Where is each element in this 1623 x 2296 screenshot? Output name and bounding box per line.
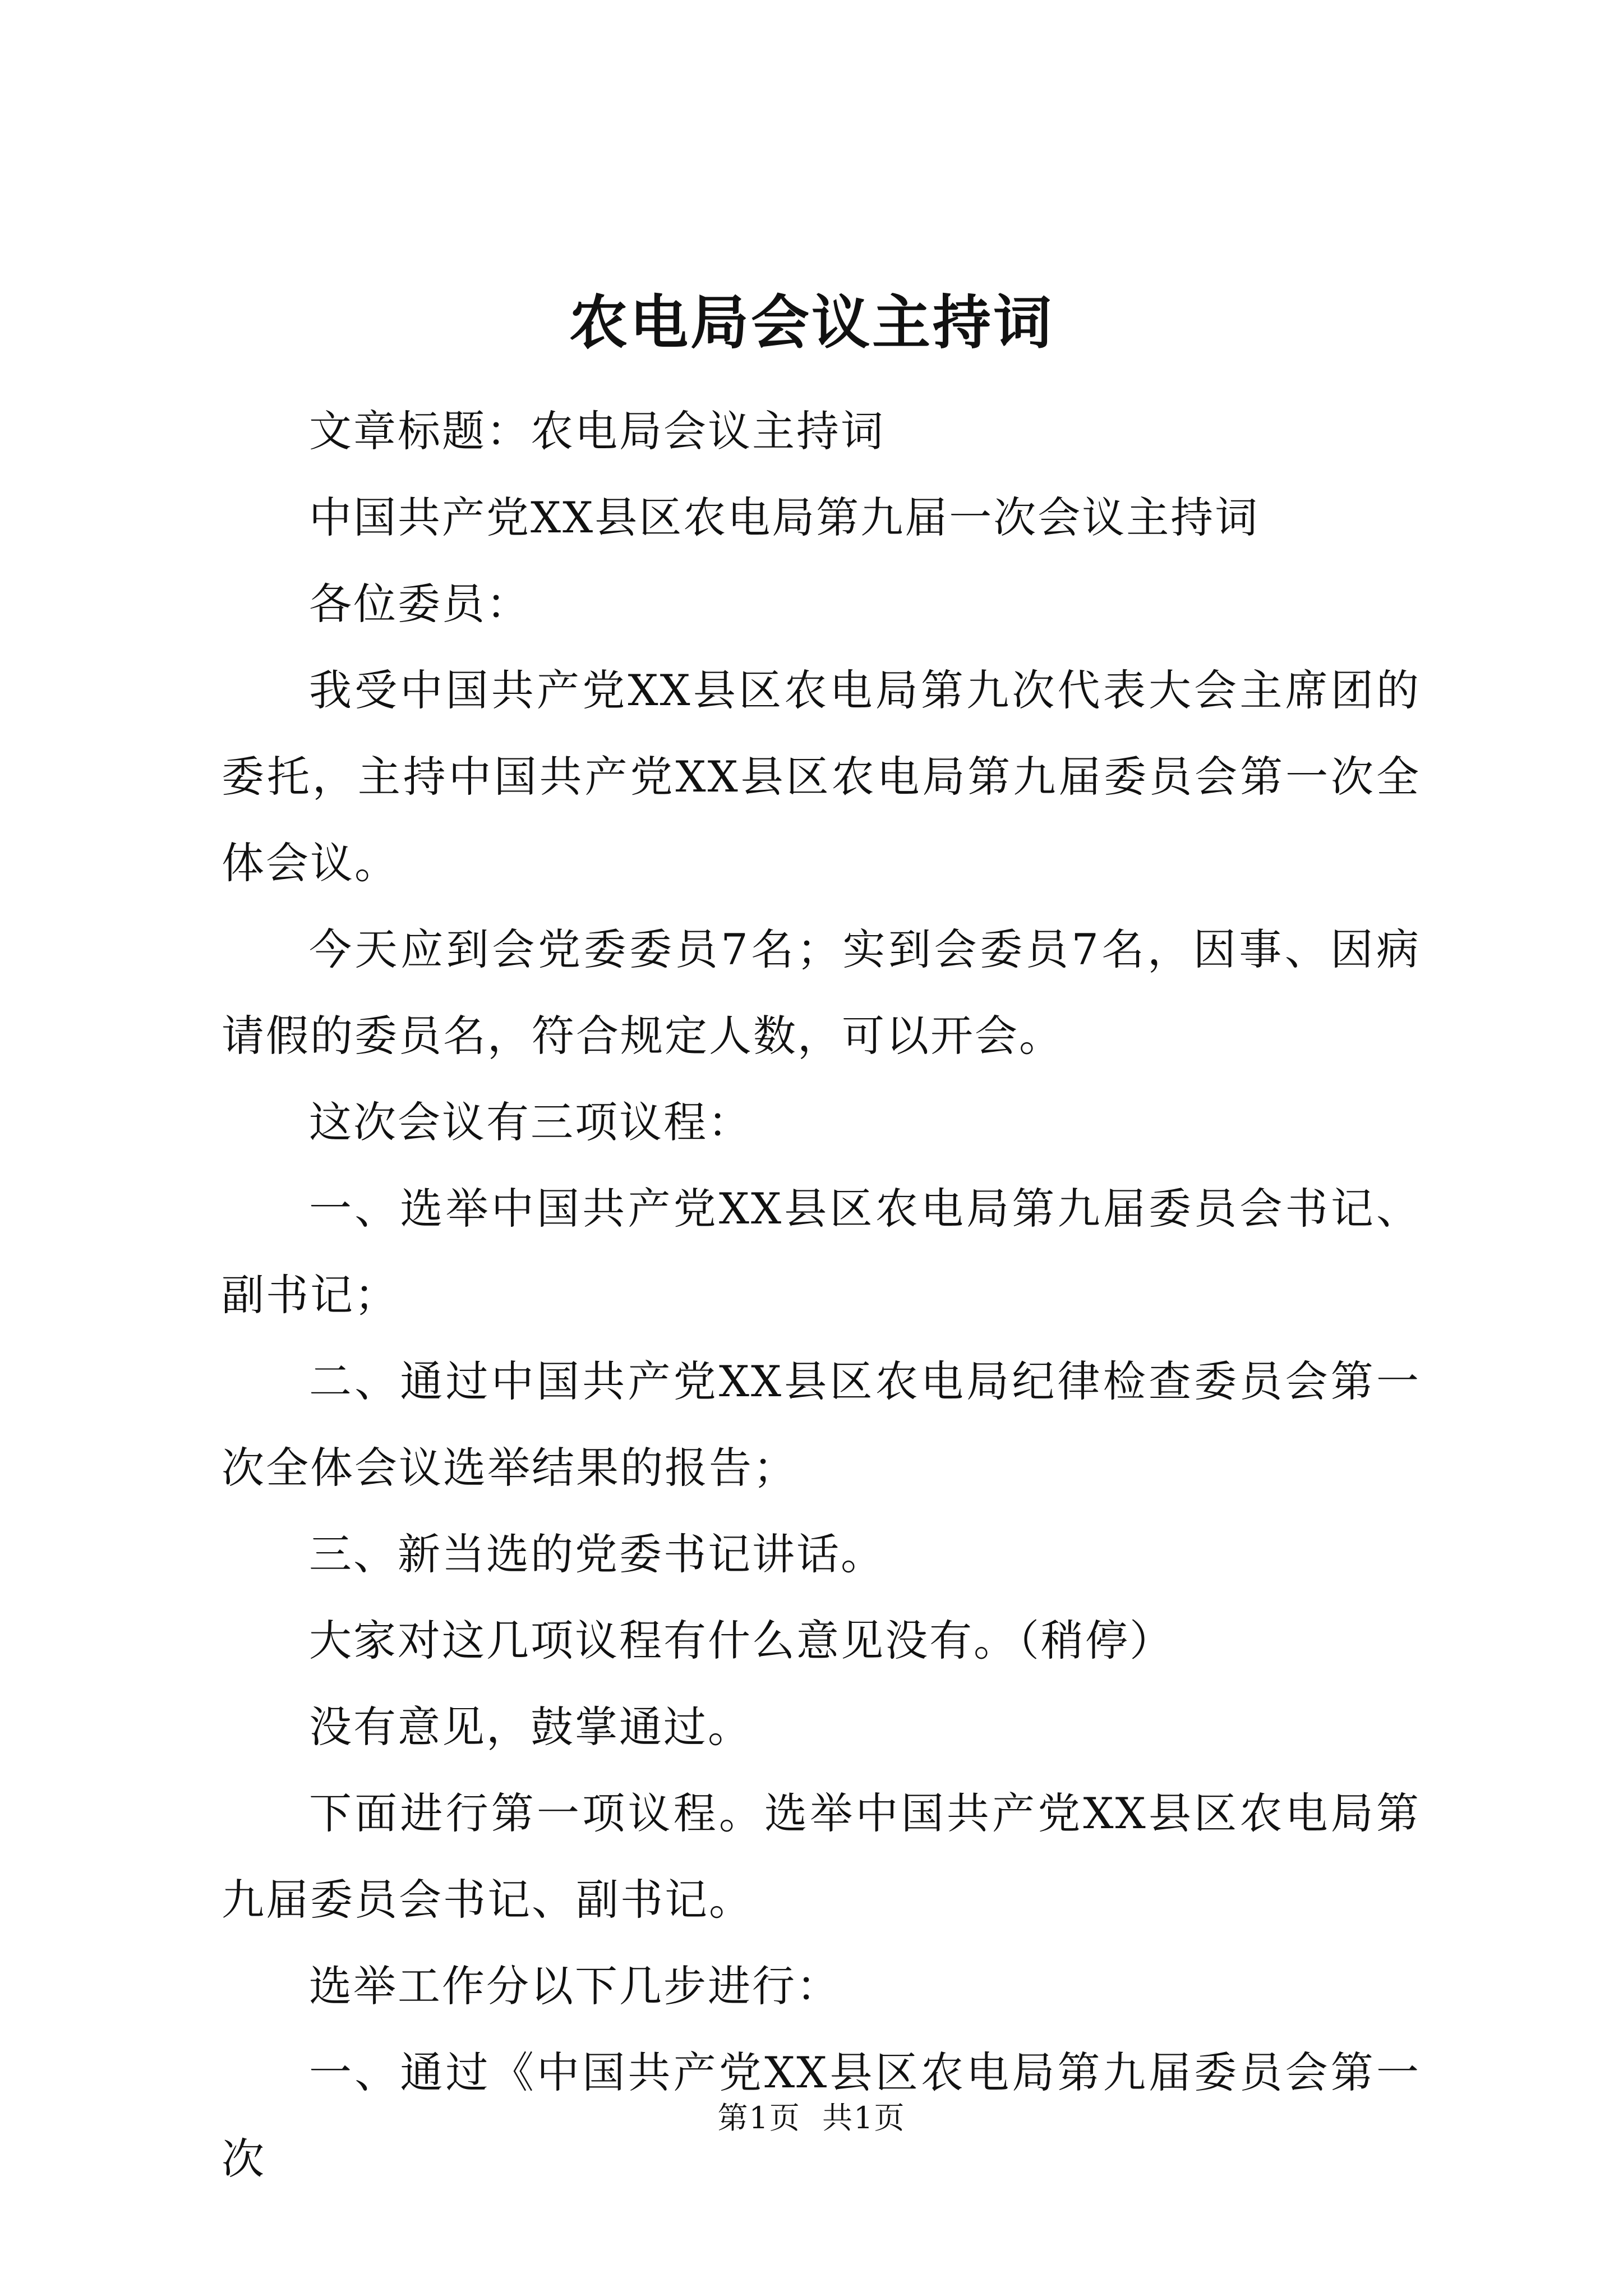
paragraph-meeting-name: 中国共产党XX县区农电局第九届一次会议主持词	[309, 493, 1260, 542]
document-title: 农电局会议主持词	[569, 288, 1054, 357]
paragraph-agenda-item-3: 三、新当选的党委书记讲话。	[309, 1529, 885, 1579]
paragraph-election-steps: 选举工作分以下几步进行：	[309, 1961, 841, 2011]
paragraph-entrusted: 我受中国共产党XX县区农电局第九次代表大会主席团的委托，主持中国共产党XX县区农电局第九届委员会第一次全体会议。	[222, 665, 1421, 888]
paragraph-salutation: 各位委员：	[309, 579, 531, 629]
paragraph-agenda-item-2: 二、通过中国共产党XX县区农电局纪律检查委员会第一次全体会议选举结果的报告；	[222, 1356, 1421, 1493]
page-footer	[0, 2096, 1623, 2141]
page-total: 共1页	[822, 2100, 906, 2136]
paragraph-agenda-item-1: 一、选举中国共产党XX县区农电局第九届委员会书记、副书记；	[222, 1184, 1421, 1320]
paragraph-article-title: 文章标题：农电局会议主持词	[309, 406, 885, 456]
paragraph-attendance: 今天应到会党委委员7名；实到会委员7名，因事、因病请假的委员名，符合规定人数，可以开会。	[222, 924, 1421, 1061]
paragraph-opinion-question: 大家对这几项议程有什么意见没有。（稍停）	[309, 1616, 1174, 1665]
paragraph-first-agenda: 下面进行第一项议程。选举中国共产党XX县区农电局第九届委员会书记、副书记。	[222, 1788, 1421, 1925]
page-number: 第1页	[717, 2100, 801, 2136]
paragraph-agenda-intro: 这次会议有三项议程：	[309, 1097, 752, 1147]
paragraph-step-1: 一、通过《中国共产党XX县区农电局第九届委员会第一次	[222, 2047, 1421, 2184]
paragraph-approved: 没有意见，鼓掌通过。	[309, 1702, 752, 1752]
document-body	[222, 388, 1421, 2202]
